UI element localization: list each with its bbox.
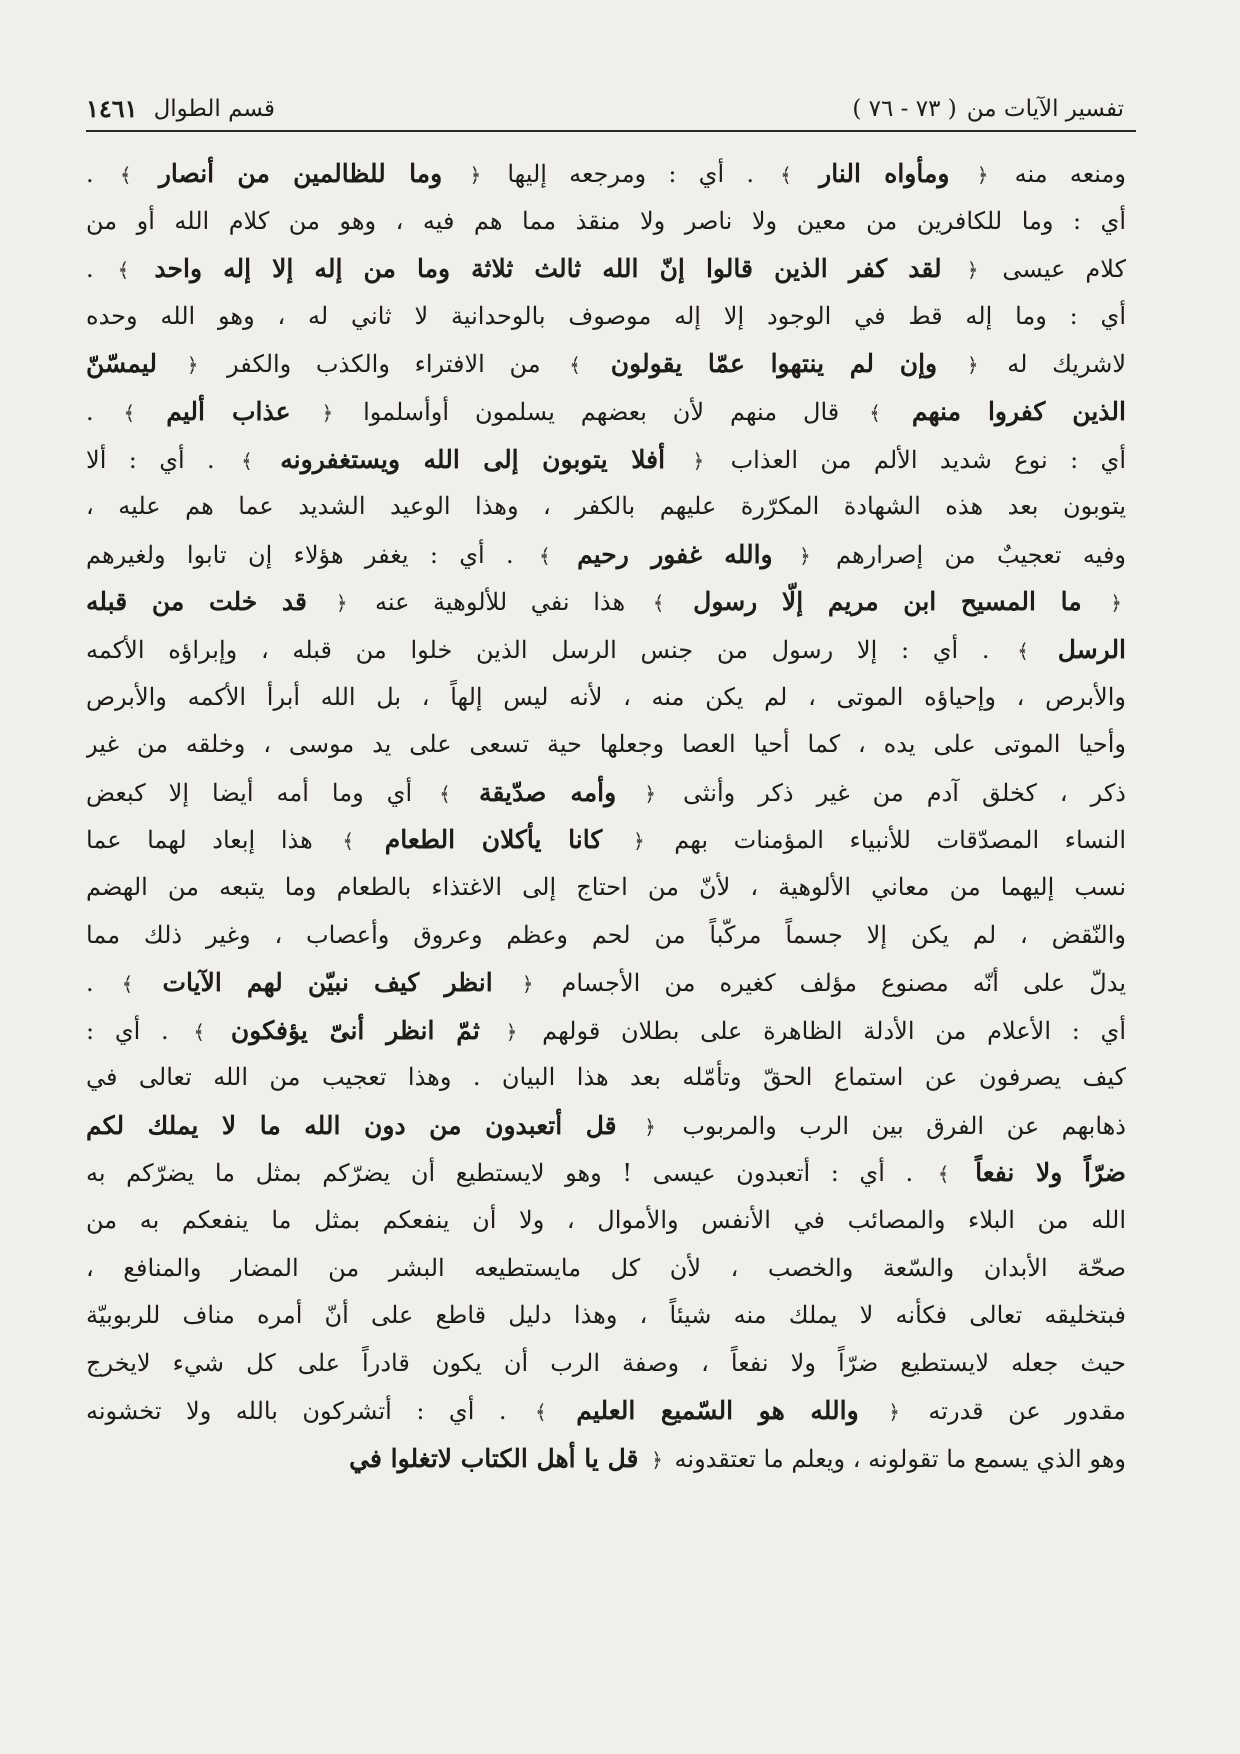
header-verse-range: ( ٧٣ - ٧٦ ) [852, 96, 957, 122]
quran-verse-text: ثمّ انظر أنىّ يؤفكون [209, 1015, 502, 1045]
quran-bracket-ornament: ﴾ [119, 163, 132, 187]
commentary-text: وأحيا الموتى على يده ، كما أحيا العصا وجعلها حية تسعى على يد موسى ، وخلقه من غير [86, 730, 1126, 759]
quran-bracket-ornament: ﴾ [538, 543, 551, 568]
quran-bracket-ornament: ﴿ [335, 591, 348, 616]
commentary-text: أي : وما للكافرين من معين ولا ناصر ولا منقذ مما هم فيه ، وهو من كلام الله أو من [86, 206, 1126, 235]
quran-verse-text: والله غفور رحيم [554, 539, 795, 569]
quran-bracket-ornament: ﴿ [505, 1019, 518, 1044]
quran-bracket-ornament: ﴿ [321, 400, 334, 425]
commentary-text: قال منهم لأن بعضهم يسلمون أوأسلموا [337, 397, 866, 426]
quran-verse-text: وما للظالمين من أنصار [135, 159, 466, 188]
quran-bracket-ornament: ﴾ [241, 448, 253, 473]
quran-bracket-ornament: ﴿ [692, 448, 705, 473]
commentary-text: هذا إبعاد لهما عما [86, 826, 339, 855]
quran-verse-text: الرسل [1032, 634, 1126, 664]
commentary-text: نسب إليهما من معاني الألوهية ، لأنّ من احتاج إلى الاغتذاء بالطعام وما يتبعه من الهضم [86, 872, 1126, 901]
quran-bracket-ornament: ﴿ [651, 1448, 663, 1473]
quran-bracket-ornament: ﴿ [966, 353, 979, 378]
text-line [86, 959, 1126, 1007]
commentary-text: . أي : أتشركون بالله ولا تخشونه [86, 1397, 531, 1426]
quran-verse-text: ليمسّنّ [86, 349, 183, 379]
quran-bracket-ornament: ﴾ [652, 591, 665, 616]
quran-bracket-ornament: ﴾ [342, 829, 355, 854]
quran-verse-text: والله هو السّميع العليم [550, 1396, 885, 1426]
commentary-text: صحّة الأبدان والسّعة والخصب ، لأن كل مايستطيعه البشر من المضار والمنافع ، [86, 1253, 1126, 1282]
commentary-text: أي وما أمه أيضا إلا كبعض [86, 778, 436, 807]
page-header [86, 78, 1124, 126]
commentary-text: . [86, 160, 116, 188]
commentary-text: من الافتراء والكذب والكفر [202, 350, 566, 379]
text-line [86, 1007, 1126, 1055]
commentary-text: والنّقض ، لم يكن إلا جسماً مركّباً من لحم وعظم وعروق وأعصاب ، وغير ذلك مما [86, 920, 1126, 949]
text-line [86, 150, 1126, 198]
quran-bracket-ornament: ﴾ [937, 1162, 950, 1187]
commentary-text: . أي : [86, 1016, 190, 1045]
commentary-text: . أي : يغفر هؤلاء إن تابوا ولغيرهم [86, 540, 535, 569]
text-line [86, 674, 1126, 722]
quran-bracket-ornament: ﴿ [976, 163, 989, 187]
quran-bracket-ornament: ﴾ [1017, 638, 1029, 663]
commentary-text: . [86, 969, 118, 998]
quran-bracket-ornament: ﴾ [121, 972, 134, 997]
quran-verse-text: قل يا أهل الكتاب لاتغلوا في [349, 1444, 648, 1474]
commentary-text: أي : وما إله قط في الوجود إلا إله موصوف بالوحدانية لا ثاني له ، وهو الله وحده [86, 301, 1126, 330]
quran-bracket-ornament: ﴾ [780, 163, 792, 187]
quran-verse-text: ضرّاً ولا نفعاً [953, 1158, 1126, 1188]
page-number: ١٤٦١ [86, 94, 138, 123]
quran-bracket-ornament: ﴾ [569, 353, 582, 378]
commentary-text: ومنعه منه [992, 160, 1126, 188]
commentary-text: . أي : ومرجعه إليها [485, 160, 777, 188]
text-line [86, 198, 1126, 246]
quran-bracket-ornament: ﴿ [521, 972, 534, 997]
text-line [86, 293, 1126, 341]
commentary-text: . [86, 255, 114, 284]
text-line [86, 864, 1126, 912]
quran-bracket-ornament: ﴾ [439, 781, 451, 806]
quran-verse-text: ومأواه النار [795, 159, 973, 188]
commentary-text: أي : الأعلام من الأدلة الظاهرة على بطلان قولهم [521, 1016, 1126, 1045]
text-line [86, 1387, 1126, 1435]
commentary-text: . أي : إلا رسول من جنس الرسل الذين خلوا من قبله ، وإبراؤه الأكمه [86, 635, 1014, 664]
quran-verse-text: وإن لم ينتهوا عمّا يقولون [585, 349, 963, 379]
commentary-text: كيف يصرفون عن استماع الحقّ وتأمّله بعد هذا البيان . وهذا تعجيب من الله تعالى في [86, 1063, 1126, 1092]
quran-verse-text: كانا يأكلان الطعام [358, 825, 629, 855]
commentary-text: حيث جعله لايستطيع ضرّاً ولا نفعاً ، وصفة الرب أن يكون قادراً على كل شيء لايخرج [86, 1348, 1126, 1377]
header-rule [86, 130, 1136, 132]
text-line [86, 1102, 1126, 1150]
commentary-text: هذا نفي للألوهية عنه [351, 588, 649, 617]
header-title-group [852, 92, 1124, 126]
text-line [86, 1245, 1126, 1293]
quran-verse-text: انظر كيف نبيّن لهم الآيات [137, 968, 518, 998]
text-line [86, 245, 1126, 293]
text-line [86, 912, 1126, 960]
text-line [86, 483, 1126, 531]
commentary-text: أي : نوع شديد الألم من العذاب [708, 445, 1126, 474]
quran-bracket-ornament: ﴿ [469, 163, 482, 187]
commentary-text: لاشريك له [982, 350, 1126, 379]
quran-bracket-ornament: ﴿ [799, 543, 811, 568]
text-line [86, 1149, 1126, 1197]
commentary-text: والأبرص ، وإحياؤه الموتى ، لم يكن منه ، لأنه ليس إلهاً ، بل الله أبرأ الأكمه والأبرص [86, 682, 1126, 711]
quran-bracket-ornament: ﴿ [644, 781, 657, 806]
text-line [86, 531, 1126, 579]
commentary-text: كلام عيسى [982, 255, 1126, 284]
quran-verse-text: عذاب أليم [139, 396, 318, 426]
commentary-text: . أي : أتعبدون عيسى ! وهو لايستطيع أن يضرّكم بمثل ما يضرّكم به [86, 1159, 934, 1188]
quran-bracket-ornament: ﴿ [1110, 591, 1123, 616]
commentary-text: مقدور عن قدرته [903, 1397, 1126, 1426]
text-line [86, 1197, 1126, 1245]
text-line [86, 816, 1126, 864]
quran-bracket-ornament: ﴿ [186, 353, 199, 378]
text-line [86, 388, 1126, 436]
text-line [86, 436, 1126, 484]
commentary-text: . أي : ألا [86, 445, 238, 474]
quran-verse-text: قل أتعبدون من دون الله ما لا يملك لكم [86, 1110, 641, 1140]
text-line [86, 1054, 1126, 1102]
header-section-group [86, 92, 275, 126]
quran-bracket-ornament: ﴿ [888, 1400, 900, 1425]
quran-bracket-ornament: ﴿ [644, 1114, 656, 1139]
quran-verse-text: أفلا يتوبون إلى الله ويستغفرونه [256, 444, 689, 474]
commentary-text: يتوبون بعد هذه الشهادة المكرّرة عليهم بالكفر ، وهذا الوعيد الشديد عما هم عليه ، [86, 492, 1126, 521]
quran-verse-text: وأمه صدّيقة [454, 777, 641, 807]
quran-bracket-ornament: ﴾ [193, 1019, 206, 1044]
commentary-text: يدلّ على أنّه مصنوع مؤلف كغيره من الأجسام [537, 969, 1126, 998]
text-line [86, 721, 1126, 769]
commentary-text: ذكر ، كخلق آدم من غير ذكر وأنثى [660, 778, 1126, 807]
text-line [86, 1292, 1126, 1340]
quran-bracket-ornament: ﴾ [117, 258, 130, 283]
quran-verse-text: ما المسيح ابن مريم إلّا رسول [668, 587, 1107, 617]
quran-bracket-ornament: ﴿ [966, 258, 979, 283]
text-line [86, 626, 1126, 674]
quran-bracket-ornament: ﴾ [869, 400, 881, 425]
text-line [86, 769, 1126, 817]
quran-bracket-ornament: ﴾ [123, 400, 136, 425]
quran-verse-text: قد خلت من قبله [86, 587, 332, 617]
text-line [86, 1340, 1126, 1388]
quran-bracket-ornament: ﴾ [535, 1400, 547, 1425]
commentary-text: وفيه تعجيبٌ من إصرارهم [814, 540, 1126, 569]
commentary-text: ذهابهم عن الفرق بين الرب والمربوب [659, 1111, 1126, 1140]
text-line [86, 340, 1126, 388]
page-body-text [86, 150, 1126, 1483]
quran-verse-text: الذين كفروا منهم [884, 396, 1126, 426]
header-title: تفسير الآيات من [966, 96, 1124, 122]
quran-bracket-ornament: ﴿ [632, 829, 645, 854]
commentary-text: وهو الذي يسمع ما تقولونه ، ويعلم ما تعتقدونه [666, 1445, 1126, 1474]
commentary-text: فبتخليقه تعالى فكأنه لا يملك منه شيئاً ، وهذا دليل قاطع على أنّ أمره مناف للربوبيّة [86, 1301, 1126, 1330]
header-section: قسم الطوال [153, 96, 275, 122]
quran-verse-text: لقد كفر الذين قالوا إنّ الله ثالث ثلاثة وما من إله إلا إله واحد [133, 254, 963, 284]
text-line [86, 1435, 1126, 1483]
text-line [86, 578, 1126, 626]
commentary-text: . [86, 397, 120, 426]
commentary-text: النساء المصدّقات للأنبياء المؤمنات بهم [648, 826, 1126, 855]
commentary-text: الله من البلاء والمصائب في الأنفس والأموال ، ولا أن ينفعكم بمثل ما ينفعكم به من [86, 1206, 1126, 1235]
